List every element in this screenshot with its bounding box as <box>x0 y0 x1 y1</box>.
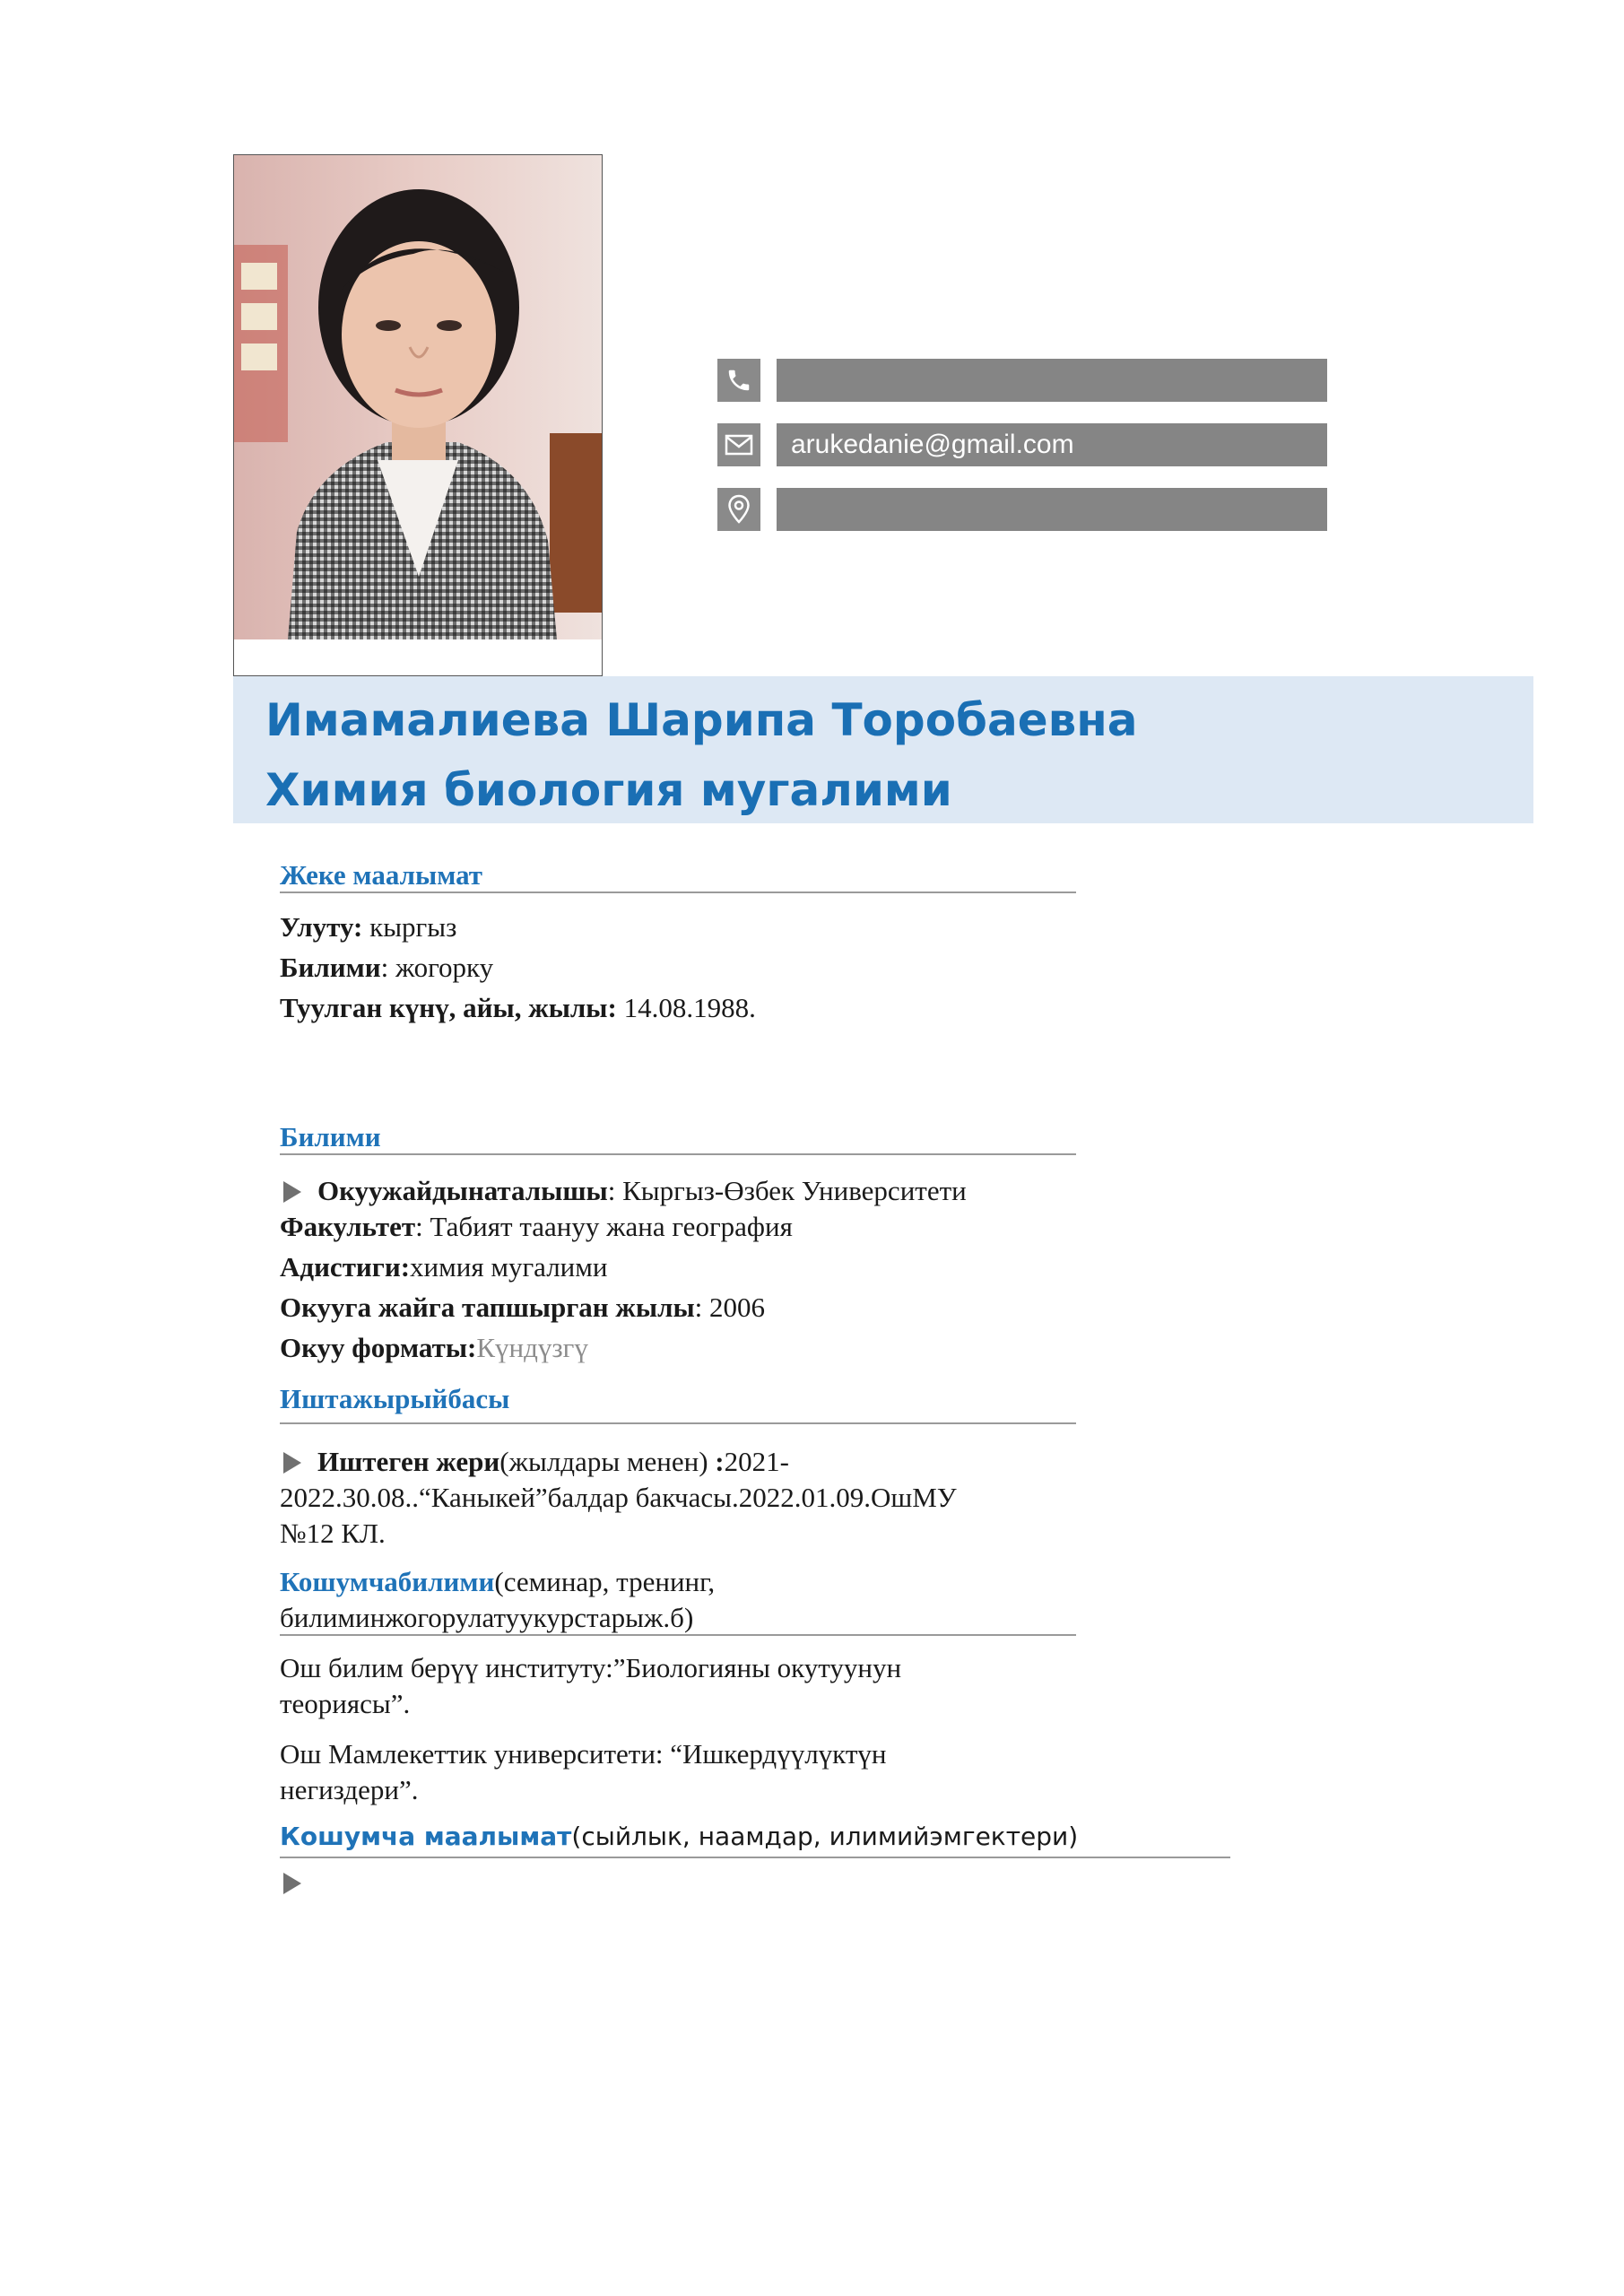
phone-field[interactable] <box>777 359 1327 402</box>
admission-year-line <box>280 1288 765 1327</box>
nationality-line <box>280 908 456 947</box>
workplace-label: Иштеген жери <box>317 1446 500 1477</box>
profile-photo <box>233 154 603 676</box>
bullet-arrow-icon <box>283 1181 301 1203</box>
education-level-value: : жогорку <box>380 952 494 983</box>
work-heading: Иштажырыйбасы <box>280 1383 510 1414</box>
school-label: Окуужайдынаталышы <box>317 1175 608 1206</box>
faculty-label: Факультет <box>280 1211 416 1242</box>
additional-info-line <box>280 1817 1078 1857</box>
education-level-label: Билими <box>280 952 381 983</box>
phone-icon-box <box>717 359 760 402</box>
admission-year-label: Окууга жайга тапшырган жылы <box>280 1292 695 1323</box>
education-heading: Билими <box>280 1121 381 1152</box>
bullet-arrow-icon <box>283 1452 301 1474</box>
school-line <box>280 1171 967 1211</box>
nationality-label: Улуту: <box>280 911 363 943</box>
divider <box>280 1422 1076 1424</box>
location-icon-box <box>717 488 760 531</box>
additional-info-heading: Кошумча маалымат <box>280 1822 572 1851</box>
birth-date-label: Туулган күнү, айы, жылы: <box>280 992 617 1023</box>
faculty-line <box>280 1207 793 1247</box>
faculty-value: : Табият таануу жана география <box>415 1211 793 1242</box>
portrait-image <box>234 155 603 676</box>
workplace-line-2: 2022.30.08..“Каныкей”балдар бакчасы.2022.01.09.ОшМУ <box>280 1482 957 1513</box>
course-1-line-2: теориясы”. <box>280 1688 411 1719</box>
specialty-value: химия мугалими <box>410 1251 608 1283</box>
workplace-colon: : <box>715 1446 725 1477</box>
education-level-line <box>280 948 493 987</box>
divider <box>280 891 1076 893</box>
course-2-line-2: негиздери”. <box>280 1774 419 1805</box>
email-field[interactable]: arukedanie@gmail.com <box>777 423 1327 466</box>
extra-education-note-2: билиминжогорулатуукурстарыж.б) <box>280 1602 694 1633</box>
workplace-line-1 <box>280 1442 789 1482</box>
empty-bullet <box>280 1874 317 1896</box>
study-format-line <box>280 1328 588 1368</box>
envelope-icon <box>725 433 753 457</box>
birth-date-line <box>280 988 756 1028</box>
address-field[interactable] <box>777 488 1327 531</box>
map-pin-icon <box>727 494 751 525</box>
divider <box>280 1857 1230 1858</box>
specialty-line <box>280 1248 607 1287</box>
additional-info-note: (сыйлык, наамдар, илимийэмгектери) <box>571 1822 1079 1851</box>
specialty-label: Адистиги: <box>280 1251 411 1283</box>
job-title: Химия биология мугалими <box>265 764 952 816</box>
email-icon-box <box>717 423 760 466</box>
divider <box>280 1153 1076 1155</box>
divider <box>280 1634 1076 1636</box>
personal-heading: Жеке маалымат <box>280 859 483 891</box>
extra-education-line-1 <box>280 1562 715 1602</box>
study-format-label: Окуу форматы: <box>280 1332 477 1363</box>
extra-education-heading: Кошумчабилими <box>280 1566 495 1597</box>
course-2-line-1: Ош Мамлекеттик университети: “Ишкердүүлүктүн <box>280 1738 887 1770</box>
study-format-value: Күндүзгү <box>476 1332 588 1363</box>
extra-education-note-1: (семинар, тренинг, <box>494 1566 716 1597</box>
bullet-arrow-icon <box>283 1873 301 1894</box>
workplace-years-start: 2021- <box>724 1446 789 1477</box>
full-name: Имамалиева Шарипа Торобаевна <box>265 694 1138 746</box>
phone-icon <box>725 367 752 394</box>
birth-date-value: 14.08.1988. <box>616 992 756 1023</box>
workplace-line-3: №12 КЛ. <box>280 1518 386 1549</box>
name-banner <box>233 676 1533 823</box>
workplace-note: (жылдары менен) <box>499 1446 716 1477</box>
school-value: : Кыргыз-Өзбек Университети <box>607 1175 967 1206</box>
nationality-value: кыргыз <box>362 911 457 943</box>
course-1-line-1: Ош билим берүү институту:”Биологияны окутуунун <box>280 1652 902 1683</box>
admission-year-value: : 2006 <box>694 1292 766 1323</box>
